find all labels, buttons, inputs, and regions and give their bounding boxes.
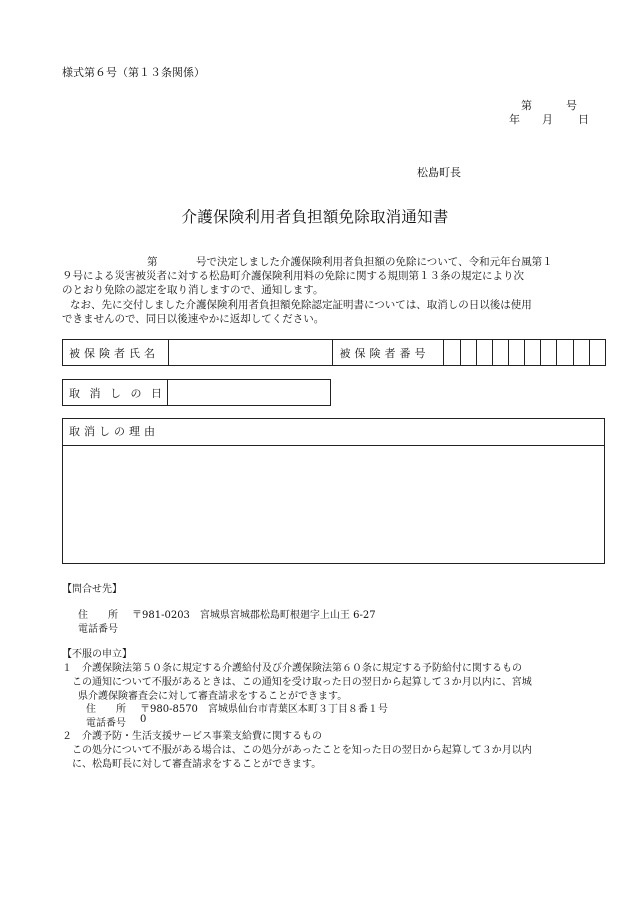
- document-title: 介護保険利用者負担額免除取消通知書: [181, 208, 449, 226]
- insured-number-digit[interactable]: [557, 340, 573, 366]
- insured-name-field[interactable]: [168, 340, 333, 366]
- doc-number-dai: 第: [521, 99, 532, 112]
- body-line5: できませんので、同日以後速やかに返却してください。: [62, 313, 325, 325]
- appeal-item2-line1: この処分について不服がある場合は、この処分があったことを知った日の翌日から起算して３か月以内: [72, 745, 532, 756]
- appeal-item1-address-label: 住 所: [86, 704, 126, 715]
- reason-box: [62, 418, 605, 564]
- insured-number-digit[interactable]: [460, 340, 476, 366]
- reason-field[interactable]: [63, 446, 604, 564]
- contact-heading: 【問合せ先】: [62, 584, 122, 595]
- appeal-item1-address-value: 〒980-8570 宮城県仙台市青葉区本町３丁目８番１号: [140, 704, 388, 715]
- body-line4: なお、先に交付しました介護保険利用者負担額免除認定証明書については、取消しの日以後は使用: [70, 299, 532, 311]
- insured-name-label: 被保険者氏名: [63, 340, 169, 366]
- contact-address-value: 〒981-0203 宮城県宮城郡松島町根廻字上山王 6-27: [132, 610, 376, 621]
- cancel-date-table: [62, 379, 331, 406]
- body-line3: のとおり免除の認定を取り消しますので、通知します。: [62, 284, 324, 296]
- issuer: 松島町長: [417, 166, 461, 179]
- insured-number-digit[interactable]: [541, 340, 557, 366]
- body-line1: 号で決定しました介護保険利用者負担額の免除について、令和元年台風第１: [196, 256, 553, 268]
- date-year: 年: [509, 113, 520, 126]
- date-month: 月: [542, 113, 553, 126]
- insured-number-digit[interactable]: [573, 340, 589, 366]
- insured-table: [62, 339, 606, 366]
- appeal-item2-line2: に、松島町長に対して審査請求をすることができます。: [72, 759, 322, 770]
- insured-number-label: 被保険者番号: [333, 340, 444, 366]
- appeal-item1-phone-label: 電話番号: [86, 718, 126, 729]
- insured-number-digit[interactable]: [525, 340, 541, 366]
- appeal-heading: 【不服の申立】: [62, 649, 132, 660]
- contact-phone-label: 電話番号: [78, 624, 118, 635]
- insured-number-digit[interactable]: [476, 340, 492, 366]
- cancel-date-field[interactable]: [168, 380, 331, 406]
- appeal-item1-line2: 県介護保険審査会に対して審査請求をすることができます。: [78, 691, 348, 702]
- doc-number-go: 号: [566, 99, 577, 112]
- body-line2: ９号による災害被災者に対する松島町介護保険利用料の免除に関する規則第１３条の規定により次: [62, 270, 524, 282]
- reason-label: 取消しの理由: [63, 419, 604, 446]
- insured-number-digit[interactable]: [509, 340, 525, 366]
- appeal-item1-line1: この通知について不服があるときは、この通知を受け取った日の翌日から起算して３か月以内に、宮城: [72, 677, 532, 688]
- appeal-item2-title: ２ 介護予防・生活支援サービス事業支給費に関するもの: [62, 731, 322, 742]
- insured-number-digit[interactable]: [589, 340, 605, 366]
- appeal-item1-phone-value: 0: [140, 714, 147, 725]
- insured-number-digit[interactable]: [444, 340, 460, 366]
- date-day: 日: [578, 113, 589, 126]
- contact-address-label: 住 所: [78, 610, 118, 621]
- cancel-date-label: 取 消 し の 日: [63, 380, 168, 406]
- body-line1-prefix: 第: [147, 256, 158, 268]
- insured-number-digit[interactable]: [492, 340, 508, 366]
- form-number: 様式第６号（第１３条関係）: [62, 66, 205, 79]
- appeal-item1-title: １ 介護保険法第５０条に規定する介護給付及び介護保険法第６０条に規定する予防給付に関するもの: [62, 663, 522, 674]
